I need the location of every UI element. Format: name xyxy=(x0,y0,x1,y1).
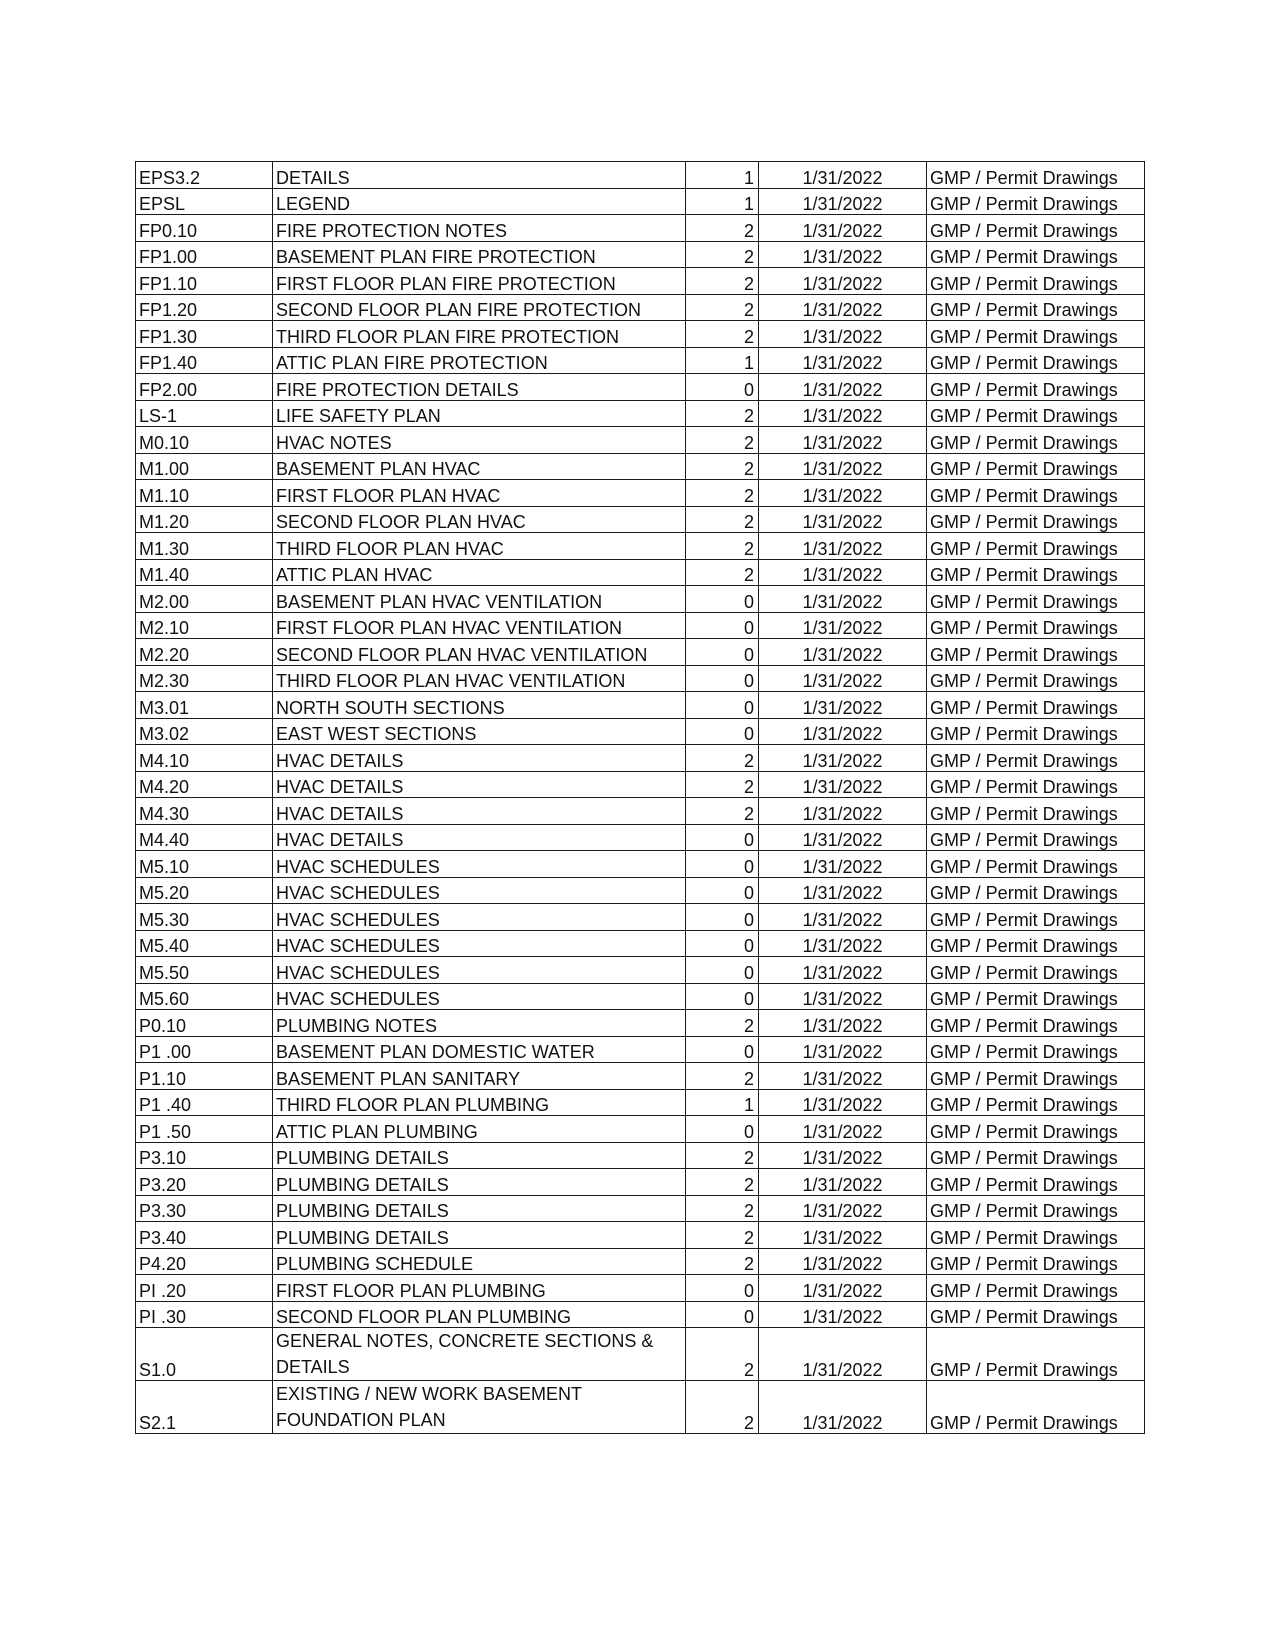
sheet-number-cell: P3.40 xyxy=(136,1222,273,1249)
sheet-description-cell: FIRST FLOOR PLAN FIRE PROTECTION xyxy=(273,268,686,295)
table-row xyxy=(136,215,1145,242)
sheet-description-cell: ATTIC PLAN HVAC xyxy=(273,559,686,586)
sheet-description-cell: NORTH SOUTH SECTIONS xyxy=(273,692,686,719)
table-row xyxy=(136,188,1145,215)
revision-cell: 2 xyxy=(686,1010,759,1037)
issue-date-cell: 1/31/2022 xyxy=(759,1089,927,1116)
sheet-description-cell: FIRST FLOOR PLAN HVAC xyxy=(273,480,686,507)
issue-purpose-cell: GMP / Permit Drawings xyxy=(927,241,1145,268)
table-row xyxy=(136,771,1145,798)
table-row xyxy=(136,1036,1145,1063)
issue-purpose-cell: GMP / Permit Drawings xyxy=(927,268,1145,295)
sheet-description-cell: LEGEND xyxy=(273,188,686,215)
table-row xyxy=(136,1248,1145,1275)
issue-purpose-cell: GMP / Permit Drawings xyxy=(927,162,1145,189)
revision-cell: 1 xyxy=(686,347,759,374)
issue-purpose-cell: GMP / Permit Drawings xyxy=(927,692,1145,719)
revision-cell: 2 xyxy=(686,294,759,321)
table-row xyxy=(136,427,1145,454)
table-row xyxy=(136,162,1145,189)
revision-cell: 0 xyxy=(686,957,759,984)
sheet-description-cell: FIRE PROTECTION NOTES xyxy=(273,215,686,242)
sheet-number-cell: M4.20 xyxy=(136,771,273,798)
table-row xyxy=(136,533,1145,560)
sheet-description-cell: BASEMENT PLAN HVAC xyxy=(273,453,686,480)
table-row xyxy=(136,400,1145,427)
table-row xyxy=(136,851,1145,878)
issue-purpose-cell: GMP / Permit Drawings xyxy=(927,904,1145,931)
issue-date-cell: 1/31/2022 xyxy=(759,1063,927,1090)
issue-purpose-cell: GMP / Permit Drawings xyxy=(927,1381,1145,1434)
sheet-description-cell: BASEMENT PLAN SANITARY xyxy=(273,1063,686,1090)
sheet-description-cell: GENERAL NOTES, CONCRETE SECTIONS & DETAILS xyxy=(273,1328,686,1381)
sheet-description-cell: PLUMBING SCHEDULE xyxy=(273,1248,686,1275)
table-row xyxy=(136,904,1145,931)
issue-purpose-cell: GMP / Permit Drawings xyxy=(927,983,1145,1010)
issue-purpose-cell: GMP / Permit Drawings xyxy=(927,851,1145,878)
issue-purpose-cell: GMP / Permit Drawings xyxy=(927,453,1145,480)
issue-purpose-cell: GMP / Permit Drawings xyxy=(927,188,1145,215)
sheet-number-cell: M1.00 xyxy=(136,453,273,480)
table-row xyxy=(136,718,1145,745)
sheet-number-cell: M0.10 xyxy=(136,427,273,454)
issue-purpose-cell: GMP / Permit Drawings xyxy=(927,824,1145,851)
issue-date-cell: 1/31/2022 xyxy=(759,1381,927,1434)
revision-cell: 0 xyxy=(686,639,759,666)
sheet-number-cell: P3.20 xyxy=(136,1169,273,1196)
table-row xyxy=(136,692,1145,719)
issue-purpose-cell: GMP / Permit Drawings xyxy=(927,1089,1145,1116)
revision-cell: 2 xyxy=(686,745,759,772)
issue-purpose-cell: GMP / Permit Drawings xyxy=(927,294,1145,321)
issue-purpose-cell: GMP / Permit Drawings xyxy=(927,215,1145,242)
table-row xyxy=(136,1010,1145,1037)
issue-date-cell: 1/31/2022 xyxy=(759,639,927,666)
sheet-number-cell: M4.30 xyxy=(136,798,273,825)
issue-date-cell: 1/31/2022 xyxy=(759,824,927,851)
sheet-description-cell: PLUMBING DETAILS xyxy=(273,1222,686,1249)
revision-cell: 0 xyxy=(686,824,759,851)
issue-purpose-cell: GMP / Permit Drawings xyxy=(927,639,1145,666)
revision-cell: 2 xyxy=(686,533,759,560)
sheet-number-cell: M4.10 xyxy=(136,745,273,772)
revision-cell: 2 xyxy=(686,1381,759,1434)
table-row xyxy=(136,1381,1145,1434)
revision-cell: 1 xyxy=(686,188,759,215)
sheet-number-cell: S1.0 xyxy=(136,1328,273,1381)
sheet-description-cell: HVAC SCHEDULES xyxy=(273,983,686,1010)
table-row xyxy=(136,1142,1145,1169)
issue-date-cell: 1/31/2022 xyxy=(759,1222,927,1249)
sheet-description-cell: SECOND FLOOR PLAN PLUMBING xyxy=(273,1301,686,1328)
revision-cell: 2 xyxy=(686,480,759,507)
sheet-description-cell: THIRD FLOOR PLAN HVAC VENTILATION xyxy=(273,665,686,692)
issue-purpose-cell: GMP / Permit Drawings xyxy=(927,480,1145,507)
revision-cell: 0 xyxy=(686,1036,759,1063)
issue-purpose-cell: GMP / Permit Drawings xyxy=(927,1169,1145,1196)
revision-cell: 1 xyxy=(686,162,759,189)
revision-cell: 2 xyxy=(686,559,759,586)
revision-cell: 2 xyxy=(686,1169,759,1196)
issue-purpose-cell: GMP / Permit Drawings xyxy=(927,1222,1145,1249)
sheet-number-cell: P3.30 xyxy=(136,1195,273,1222)
revision-cell: 0 xyxy=(686,665,759,692)
table-row xyxy=(136,347,1145,374)
sheet-description-cell: PLUMBING NOTES xyxy=(273,1010,686,1037)
sheet-number-cell: M2.30 xyxy=(136,665,273,692)
issue-purpose-cell: GMP / Permit Drawings xyxy=(927,745,1145,772)
issue-date-cell: 1/31/2022 xyxy=(759,851,927,878)
issue-date-cell: 1/31/2022 xyxy=(759,427,927,454)
issue-date-cell: 1/31/2022 xyxy=(759,586,927,613)
sheet-number-cell: P0.10 xyxy=(136,1010,273,1037)
table-row xyxy=(136,1063,1145,1090)
sheet-number-cell: M5.40 xyxy=(136,930,273,957)
revision-cell: 0 xyxy=(686,612,759,639)
issue-purpose-cell: GMP / Permit Drawings xyxy=(927,533,1145,560)
issue-purpose-cell: GMP / Permit Drawings xyxy=(927,1275,1145,1302)
revision-cell: 2 xyxy=(686,268,759,295)
sheet-number-cell: M4.40 xyxy=(136,824,273,851)
issue-date-cell: 1/31/2022 xyxy=(759,877,927,904)
table-row xyxy=(136,1222,1145,1249)
table-row xyxy=(136,374,1145,401)
revision-cell: 2 xyxy=(686,215,759,242)
table-row xyxy=(136,321,1145,348)
issue-purpose-cell: GMP / Permit Drawings xyxy=(927,321,1145,348)
drawing-list-table xyxy=(135,161,1145,1434)
table-row xyxy=(136,480,1145,507)
sheet-description-cell: SECOND FLOOR PLAN FIRE PROTECTION xyxy=(273,294,686,321)
sheet-number-cell: M2.20 xyxy=(136,639,273,666)
sheet-description-cell: HVAC SCHEDULES xyxy=(273,904,686,931)
issue-purpose-cell: GMP / Permit Drawings xyxy=(927,506,1145,533)
table-row xyxy=(136,824,1145,851)
sheet-description-cell: ATTIC PLAN FIRE PROTECTION xyxy=(273,347,686,374)
revision-cell: 2 xyxy=(686,1248,759,1275)
sheet-number-cell: P4.20 xyxy=(136,1248,273,1275)
revision-cell: 2 xyxy=(686,1328,759,1381)
revision-cell: 2 xyxy=(686,427,759,454)
revision-cell: 0 xyxy=(686,718,759,745)
issue-date-cell: 1/31/2022 xyxy=(759,1301,927,1328)
sheet-number-cell: M5.20 xyxy=(136,877,273,904)
issue-date-cell: 1/31/2022 xyxy=(759,665,927,692)
issue-date-cell: 1/31/2022 xyxy=(759,533,927,560)
revision-cell: 0 xyxy=(686,904,759,931)
table-row xyxy=(136,453,1145,480)
sheet-number-cell: P1 .00 xyxy=(136,1036,273,1063)
issue-purpose-cell: GMP / Permit Drawings xyxy=(927,1195,1145,1222)
sheet-description-cell: PLUMBING DETAILS xyxy=(273,1142,686,1169)
sheet-description-cell: HVAC SCHEDULES xyxy=(273,957,686,984)
sheet-description-cell: HVAC SCHEDULES xyxy=(273,851,686,878)
revision-cell: 0 xyxy=(686,374,759,401)
sheet-number-cell: M1.40 xyxy=(136,559,273,586)
revision-cell: 0 xyxy=(686,1116,759,1143)
sheet-number-cell: M5.30 xyxy=(136,904,273,931)
sheet-description-cell: HVAC NOTES xyxy=(273,427,686,454)
table-row xyxy=(136,1116,1145,1143)
issue-purpose-cell: GMP / Permit Drawings xyxy=(927,957,1145,984)
sheet-number-cell: M2.10 xyxy=(136,612,273,639)
sheet-number-cell: FP1.00 xyxy=(136,241,273,268)
sheet-description-cell: FIRE PROTECTION DETAILS xyxy=(273,374,686,401)
sheet-description-cell: ATTIC PLAN PLUMBING xyxy=(273,1116,686,1143)
sheet-description-cell: HVAC SCHEDULES xyxy=(273,877,686,904)
issue-date-cell: 1/31/2022 xyxy=(759,1195,927,1222)
sheet-number-cell: P1 .40 xyxy=(136,1089,273,1116)
issue-purpose-cell: GMP / Permit Drawings xyxy=(927,1301,1145,1328)
issue-purpose-cell: GMP / Permit Drawings xyxy=(927,347,1145,374)
table-row xyxy=(136,1328,1145,1381)
revision-cell: 2 xyxy=(686,453,759,480)
issue-date-cell: 1/31/2022 xyxy=(759,321,927,348)
revision-cell: 0 xyxy=(686,586,759,613)
sheet-description-cell: HVAC SCHEDULES xyxy=(273,930,686,957)
sheet-description-cell: PLUMBING DETAILS xyxy=(273,1169,686,1196)
issue-purpose-cell: GMP / Permit Drawings xyxy=(927,559,1145,586)
issue-date-cell: 1/31/2022 xyxy=(759,904,927,931)
issue-date-cell: 1/31/2022 xyxy=(759,453,927,480)
sheet-description-cell: HVAC DETAILS xyxy=(273,798,686,825)
table-row xyxy=(136,1169,1145,1196)
sheet-description-cell: EAST WEST SECTIONS xyxy=(273,718,686,745)
table-row xyxy=(136,798,1145,825)
table-row xyxy=(136,1301,1145,1328)
revision-cell: 0 xyxy=(686,877,759,904)
issue-date-cell: 1/31/2022 xyxy=(759,347,927,374)
table-row xyxy=(136,241,1145,268)
sheet-number-cell: FP0.10 xyxy=(136,215,273,242)
sheet-number-cell: FP1.40 xyxy=(136,347,273,374)
issue-date-cell: 1/31/2022 xyxy=(759,1328,927,1381)
sheet-description-cell: HVAC DETAILS xyxy=(273,745,686,772)
sheet-description-cell: LIFE SAFETY PLAN xyxy=(273,400,686,427)
issue-date-cell: 1/31/2022 xyxy=(759,400,927,427)
issue-date-cell: 1/31/2022 xyxy=(759,188,927,215)
issue-date-cell: 1/31/2022 xyxy=(759,506,927,533)
revision-cell: 2 xyxy=(686,400,759,427)
issue-date-cell: 1/31/2022 xyxy=(759,294,927,321)
drawing-list-body xyxy=(136,162,1145,1434)
issue-date-cell: 1/31/2022 xyxy=(759,1248,927,1275)
issue-date-cell: 1/31/2022 xyxy=(759,692,927,719)
sheet-number-cell: M1.10 xyxy=(136,480,273,507)
issue-date-cell: 1/31/2022 xyxy=(759,1036,927,1063)
issue-purpose-cell: GMP / Permit Drawings xyxy=(927,1248,1145,1275)
sheet-description-cell: EXISTING / NEW WORK BASEMENT FOUNDATION PLAN xyxy=(273,1381,686,1434)
revision-cell: 2 xyxy=(686,321,759,348)
issue-date-cell: 1/31/2022 xyxy=(759,559,927,586)
issue-purpose-cell: GMP / Permit Drawings xyxy=(927,877,1145,904)
revision-cell: 0 xyxy=(686,983,759,1010)
sheet-number-cell: FP1.30 xyxy=(136,321,273,348)
table-row xyxy=(136,612,1145,639)
sheet-number-cell: PI .20 xyxy=(136,1275,273,1302)
sheet-number-cell: EPS3.2 xyxy=(136,162,273,189)
issue-purpose-cell: GMP / Permit Drawings xyxy=(927,1116,1145,1143)
issue-purpose-cell: GMP / Permit Drawings xyxy=(927,771,1145,798)
sheet-description-cell: BASEMENT PLAN DOMESTIC WATER xyxy=(273,1036,686,1063)
sheet-number-cell: P1.10 xyxy=(136,1063,273,1090)
issue-purpose-cell: GMP / Permit Drawings xyxy=(927,427,1145,454)
sheet-description-cell: FIRST FLOOR PLAN PLUMBING xyxy=(273,1275,686,1302)
sheet-description-cell: DETAILS xyxy=(273,162,686,189)
revision-cell: 2 xyxy=(686,241,759,268)
sheet-number-cell: FP2.00 xyxy=(136,374,273,401)
issue-date-cell: 1/31/2022 xyxy=(759,771,927,798)
issue-date-cell: 1/31/2022 xyxy=(759,957,927,984)
table-row xyxy=(136,268,1145,295)
issue-date-cell: 1/31/2022 xyxy=(759,268,927,295)
revision-cell: 2 xyxy=(686,506,759,533)
sheet-description-cell: SECOND FLOOR PLAN HVAC VENTILATION xyxy=(273,639,686,666)
table-row xyxy=(136,877,1145,904)
issue-purpose-cell: GMP / Permit Drawings xyxy=(927,665,1145,692)
revision-cell: 2 xyxy=(686,771,759,798)
revision-cell: 0 xyxy=(686,1301,759,1328)
sheet-number-cell: M3.01 xyxy=(136,692,273,719)
issue-purpose-cell: GMP / Permit Drawings xyxy=(927,1010,1145,1037)
revision-cell: 0 xyxy=(686,930,759,957)
issue-purpose-cell: GMP / Permit Drawings xyxy=(927,400,1145,427)
issue-date-cell: 1/31/2022 xyxy=(759,718,927,745)
issue-date-cell: 1/31/2022 xyxy=(759,1010,927,1037)
table-row xyxy=(136,1275,1145,1302)
sheet-number-cell: M3.02 xyxy=(136,718,273,745)
sheet-number-cell: P1 .50 xyxy=(136,1116,273,1143)
sheet-number-cell: M5.50 xyxy=(136,957,273,984)
revision-cell: 2 xyxy=(686,1063,759,1090)
issue-date-cell: 1/31/2022 xyxy=(759,983,927,1010)
table-row xyxy=(136,957,1145,984)
sheet-number-cell: FP1.20 xyxy=(136,294,273,321)
sheet-description-cell: THIRD FLOOR PLAN HVAC xyxy=(273,533,686,560)
sheet-description-cell: HVAC DETAILS xyxy=(273,824,686,851)
issue-date-cell: 1/31/2022 xyxy=(759,1169,927,1196)
revision-cell: 2 xyxy=(686,1142,759,1169)
sheet-number-cell: EPSL xyxy=(136,188,273,215)
sheet-number-cell: M5.10 xyxy=(136,851,273,878)
table-row xyxy=(136,983,1145,1010)
issue-purpose-cell: GMP / Permit Drawings xyxy=(927,930,1145,957)
revision-cell: 0 xyxy=(686,851,759,878)
sheet-description-cell: HVAC DETAILS xyxy=(273,771,686,798)
sheet-description-cell: BASEMENT PLAN FIRE PROTECTION xyxy=(273,241,686,268)
table-row xyxy=(136,639,1145,666)
issue-date-cell: 1/31/2022 xyxy=(759,1275,927,1302)
issue-purpose-cell: GMP / Permit Drawings xyxy=(927,798,1145,825)
sheet-number-cell: FP1.10 xyxy=(136,268,273,295)
sheet-description-cell: THIRD FLOOR PLAN PLUMBING xyxy=(273,1089,686,1116)
issue-date-cell: 1/31/2022 xyxy=(759,745,927,772)
issue-date-cell: 1/31/2022 xyxy=(759,1142,927,1169)
sheet-description-cell: PLUMBING DETAILS xyxy=(273,1195,686,1222)
table-row xyxy=(136,930,1145,957)
sheet-number-cell: S2.1 xyxy=(136,1381,273,1434)
sheet-number-cell: P3.10 xyxy=(136,1142,273,1169)
table-row xyxy=(136,745,1145,772)
sheet-description-cell: FIRST FLOOR PLAN HVAC VENTILATION xyxy=(273,612,686,639)
issue-date-cell: 1/31/2022 xyxy=(759,215,927,242)
issue-date-cell: 1/31/2022 xyxy=(759,241,927,268)
issue-purpose-cell: GMP / Permit Drawings xyxy=(927,586,1145,613)
issue-purpose-cell: GMP / Permit Drawings xyxy=(927,1328,1145,1381)
issue-date-cell: 1/31/2022 xyxy=(759,162,927,189)
issue-purpose-cell: GMP / Permit Drawings xyxy=(927,1063,1145,1090)
issue-date-cell: 1/31/2022 xyxy=(759,480,927,507)
issue-purpose-cell: GMP / Permit Drawings xyxy=(927,1142,1145,1169)
sheet-description-cell: THIRD FLOOR PLAN FIRE PROTECTION xyxy=(273,321,686,348)
issue-date-cell: 1/31/2022 xyxy=(759,1116,927,1143)
revision-cell: 0 xyxy=(686,692,759,719)
table-row xyxy=(136,1089,1145,1116)
revision-cell: 2 xyxy=(686,798,759,825)
table-row xyxy=(136,1195,1145,1222)
revision-cell: 1 xyxy=(686,1089,759,1116)
table-row xyxy=(136,294,1145,321)
revision-cell: 0 xyxy=(686,1275,759,1302)
sheet-number-cell: M1.30 xyxy=(136,533,273,560)
sheet-number-cell: PI .30 xyxy=(136,1301,273,1328)
table-row xyxy=(136,559,1145,586)
issue-purpose-cell: GMP / Permit Drawings xyxy=(927,374,1145,401)
issue-purpose-cell: GMP / Permit Drawings xyxy=(927,1036,1145,1063)
issue-date-cell: 1/31/2022 xyxy=(759,374,927,401)
table-row xyxy=(136,586,1145,613)
sheet-number-cell: LS-1 xyxy=(136,400,273,427)
issue-purpose-cell: GMP / Permit Drawings xyxy=(927,718,1145,745)
sheet-number-cell: M1.20 xyxy=(136,506,273,533)
issue-purpose-cell: GMP / Permit Drawings xyxy=(927,612,1145,639)
sheet-number-cell: M2.00 xyxy=(136,586,273,613)
issue-date-cell: 1/31/2022 xyxy=(759,798,927,825)
sheet-number-cell: M5.60 xyxy=(136,983,273,1010)
table-row xyxy=(136,665,1145,692)
revision-cell: 2 xyxy=(686,1222,759,1249)
table-row xyxy=(136,506,1145,533)
issue-date-cell: 1/31/2022 xyxy=(759,930,927,957)
issue-date-cell: 1/31/2022 xyxy=(759,612,927,639)
sheet-description-cell: BASEMENT PLAN HVAC VENTILATION xyxy=(273,586,686,613)
revision-cell: 2 xyxy=(686,1195,759,1222)
sheet-description-cell: SECOND FLOOR PLAN HVAC xyxy=(273,506,686,533)
